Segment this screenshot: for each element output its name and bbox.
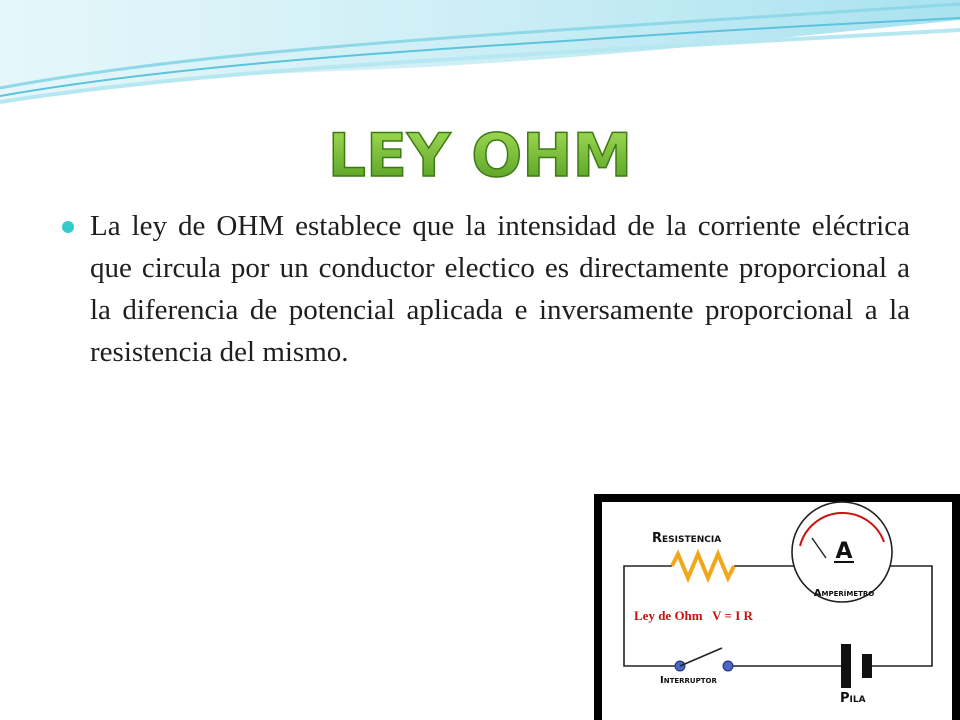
ohm-circuit-image <box>594 494 960 720</box>
ammeter-label: Amperímetro <box>813 588 875 599</box>
ohm-law-label: Ley de Ohm V = I R <box>634 608 753 623</box>
slide-title <box>0 112 960 192</box>
slide-title-text: LEY OHM <box>327 121 633 191</box>
ammeter-symbol: A <box>835 539 853 564</box>
header-wave-decoration <box>0 0 960 110</box>
bullet-dot-icon <box>62 221 74 233</box>
resistor-label: Resistencia <box>652 531 722 546</box>
bullet-text: La ley de OHM establece que la intensidad de la corriente eléctrica que circula por un conductor electico es directamente proporcional a la diferencia de potencial aplicada e inversamente proporcional a la resistencia del mismo. <box>90 210 910 368</box>
switch-label: Interruptor <box>660 675 717 686</box>
ammeter-icon <box>792 502 892 602</box>
battery-label: Pila <box>840 691 866 706</box>
